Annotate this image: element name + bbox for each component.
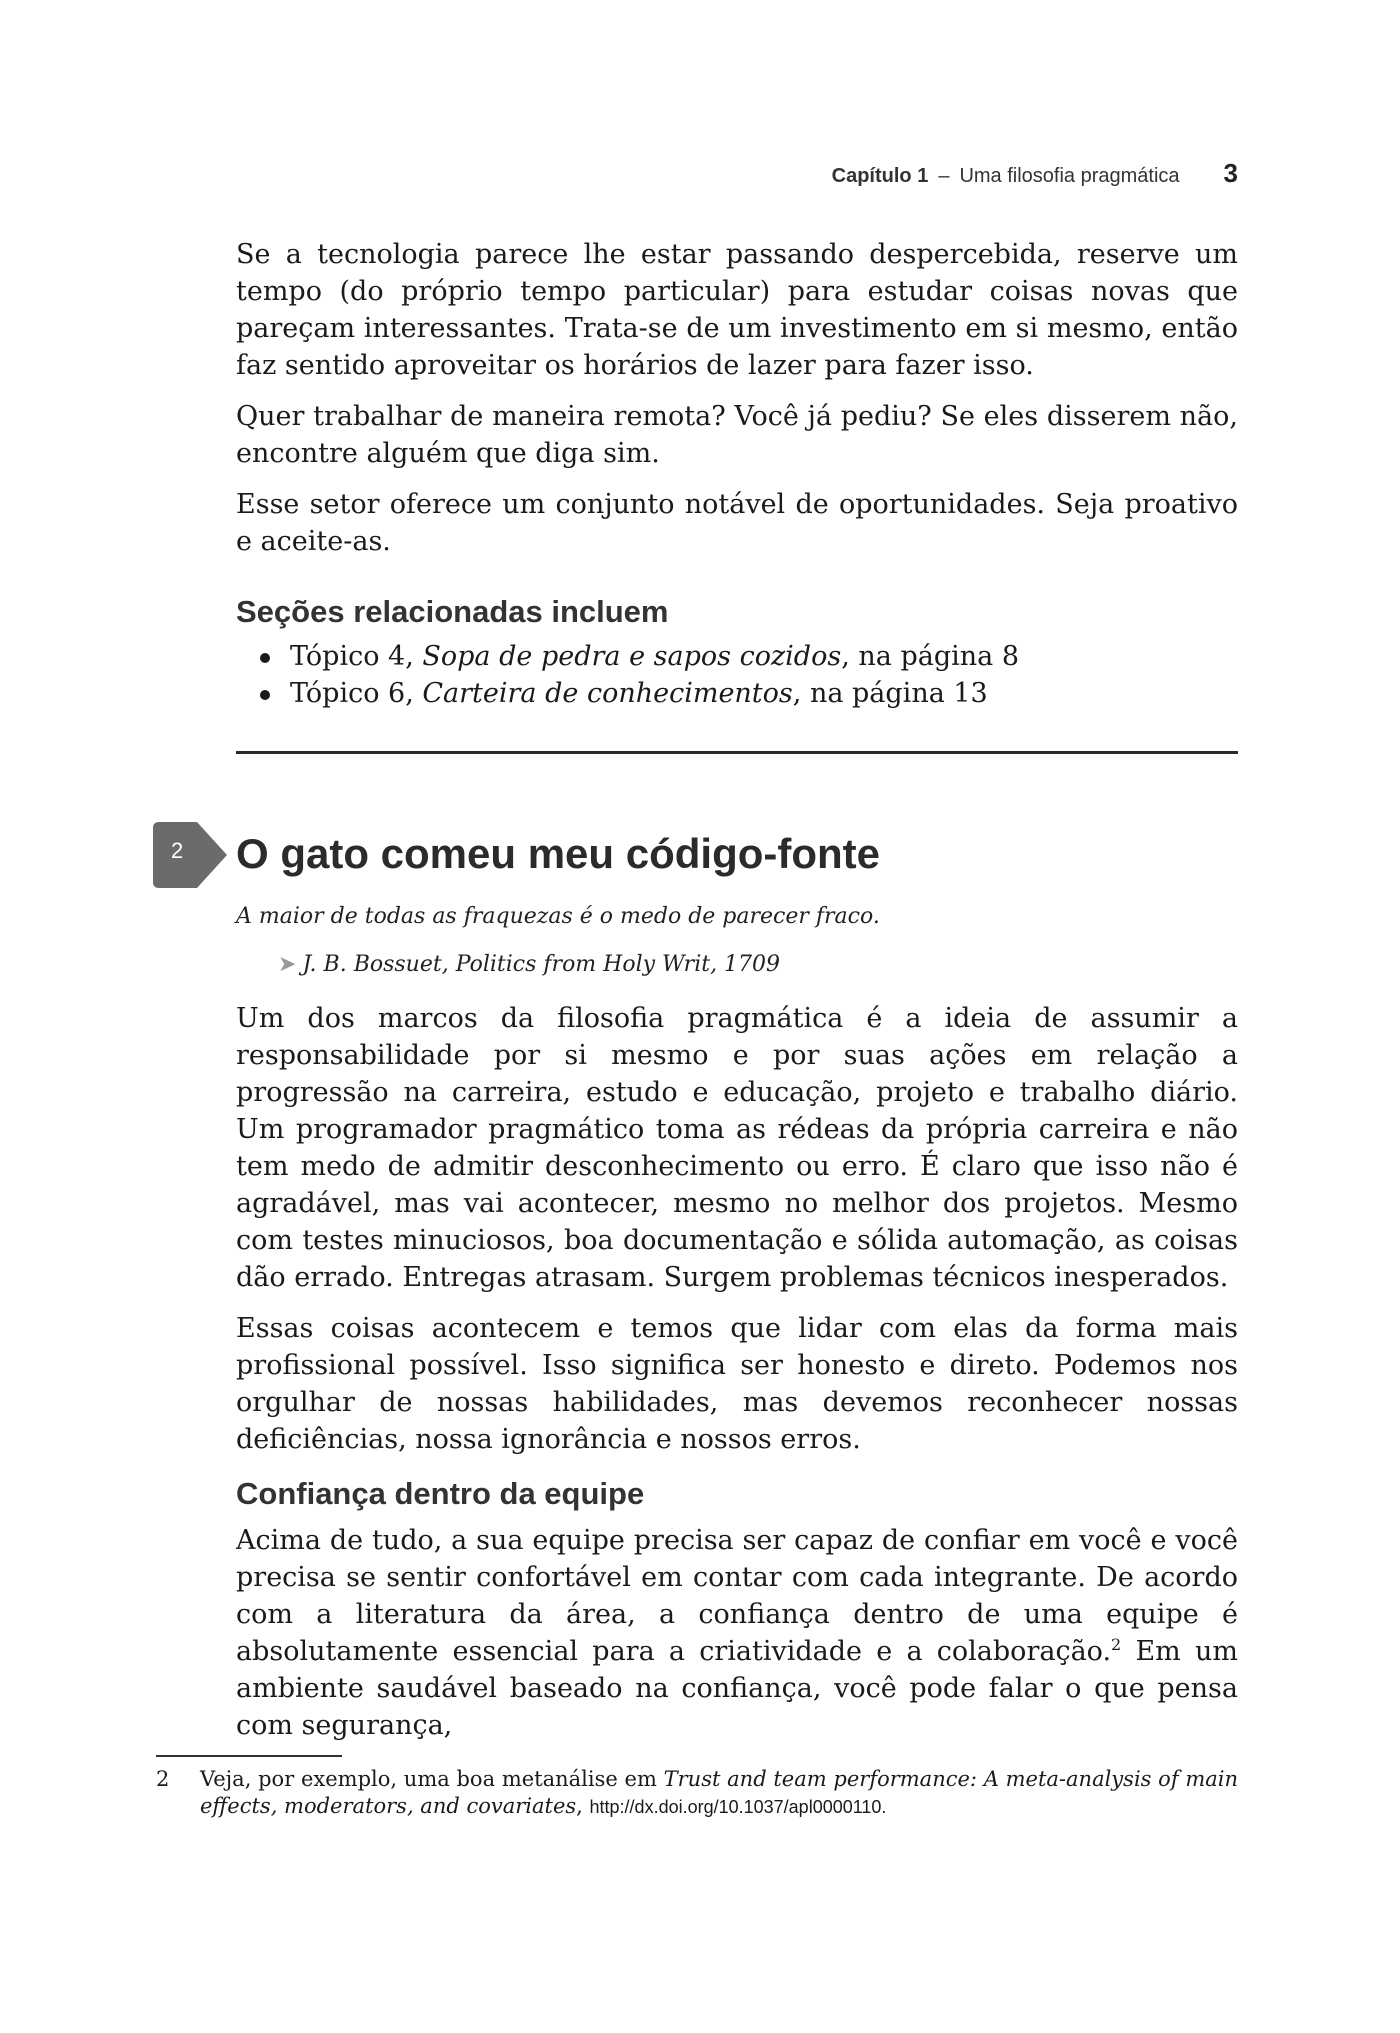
topic-paragraph-2: Essas coisas acontecem e temos que lidar com elas da forma mais profissional possível. Isso significa ser honesto e direto. Podemos nos orgulhar de nossas habilidades, mas devemos reconhecer nossas deficiências, nossa ignorância e nossos erros.	[236, 1313, 1238, 1455]
related-list	[236, 638, 1238, 712]
related-item-suffix: , na página 13	[792, 678, 988, 709]
related-item-prefix: Tópico 4,	[290, 641, 423, 672]
related-item-title: Sopa de pedra e sapos cozidos	[422, 641, 842, 672]
intro-section	[236, 236, 1238, 560]
related-heading: Seções relacionadas incluem	[236, 594, 669, 629]
related-sections	[236, 592, 1238, 712]
topic-body	[236, 1000, 1238, 1744]
related-item-title: Carteira de conhecimentos	[422, 678, 793, 709]
epigraph-quote: A maior de todas as fraquezas é o medo de parecer fraco.	[236, 904, 880, 929]
footnote-cited-title: Trust and team performance: A meta-analysis of main effects, moderators, and covariates	[200, 1767, 1238, 1818]
related-item-topic-4[interactable]	[236, 638, 1238, 675]
footnote	[156, 1766, 1238, 1821]
topic-number: 2	[171, 838, 184, 863]
subsection-heading: Confiança dentro da equipe	[236, 1476, 645, 1511]
footnote-separator: ,	[576, 1794, 590, 1818]
footnote-text: Veja, por exemplo, uma boa metanálise em	[200, 1767, 664, 1791]
epigraph-attribution	[278, 952, 780, 977]
arrow-right-icon: ➤	[278, 952, 297, 977]
header-separator: –	[938, 165, 950, 187]
bullet-icon	[260, 653, 270, 663]
footnote-body	[200, 1766, 1238, 1821]
subsection-paragraph	[236, 1522, 1238, 1744]
intro-paragraph-2: Quer trabalhar de maneira remota? Você já pediu? Se eles disserem não, encontre alguém que diga sim.	[236, 401, 1238, 469]
footnote-reference[interactable]: 2	[1111, 1635, 1122, 1654]
chapter-label: Capítulo 1	[831, 165, 929, 187]
topic-paragraph-1: Um dos marcos da filosofia pragmática é a ideia de assumir a responsabilidade por si mesmo e por suas ações em relação a progressão na carreira, estudo e educação, projeto e trabalho diário. Um programador pragmático toma as rédeas da própria carreira e não tem medo de admitir desconhecimento ou erro. É claro que isso não é agradável, mas vai acontecer, mesmo no melhor dos projetos. Mesmo com testes minuciosos, boa documentação e sólida automação, as coisas dão errado. Entregas atrasam. Surgem problemas técnicos inesperados.	[236, 1003, 1238, 1293]
topic-number-badge	[153, 822, 227, 888]
footnote-number: 2	[156, 1767, 170, 1791]
section-divider	[236, 751, 1238, 754]
footnote-url[interactable]: http://dx.doi.org/10.1037/apl0000110.	[589, 1797, 887, 1817]
epigraph-source-text: J. B. Bossuet, Politics from Holy Writ, 1709	[302, 952, 781, 977]
chapter-title: Uma filosofia pragmática	[959, 165, 1180, 187]
intro-paragraph-3: Esse setor oferece um conjunto notável de oportunidades. Seja proativo e aceite-as.	[236, 489, 1238, 557]
subsection-text-before: Acima de tudo, a sua equipe precisa ser capaz de confiar em você e você precisa se sentir confortável em contar com cada integrante. De acordo com a literatura da área, a confiança dentro de uma equipe é absolutamente essencial para a criatividade e a colaboração.	[236, 1525, 1238, 1667]
related-item-topic-6[interactable]	[236, 675, 1238, 712]
arrow-badge-icon	[153, 822, 227, 888]
running-header	[236, 158, 1238, 189]
page-number: 3	[1223, 158, 1238, 188]
related-item-prefix: Tópico 6,	[290, 678, 423, 709]
intro-paragraph-1: Se a tecnologia parece lhe estar passando despercebida, reserve um tempo (do próprio tempo particular) para estudar coisas novas que pareçam interessantes. Trata-se de um investimento em si mesmo, então faz sentido aproveitar os horários de lazer para fazer isso.	[236, 239, 1238, 381]
topic-title: O gato comeu meu código-fonte	[236, 830, 881, 877]
bullet-icon	[260, 690, 270, 700]
related-item-suffix: , na página 8	[841, 641, 1019, 672]
subsection-text-after: Em um ambiente saudável baseado na confiança, você pode falar o que pensa com segurança,	[236, 1636, 1238, 1741]
footnote-rule	[156, 1755, 342, 1757]
